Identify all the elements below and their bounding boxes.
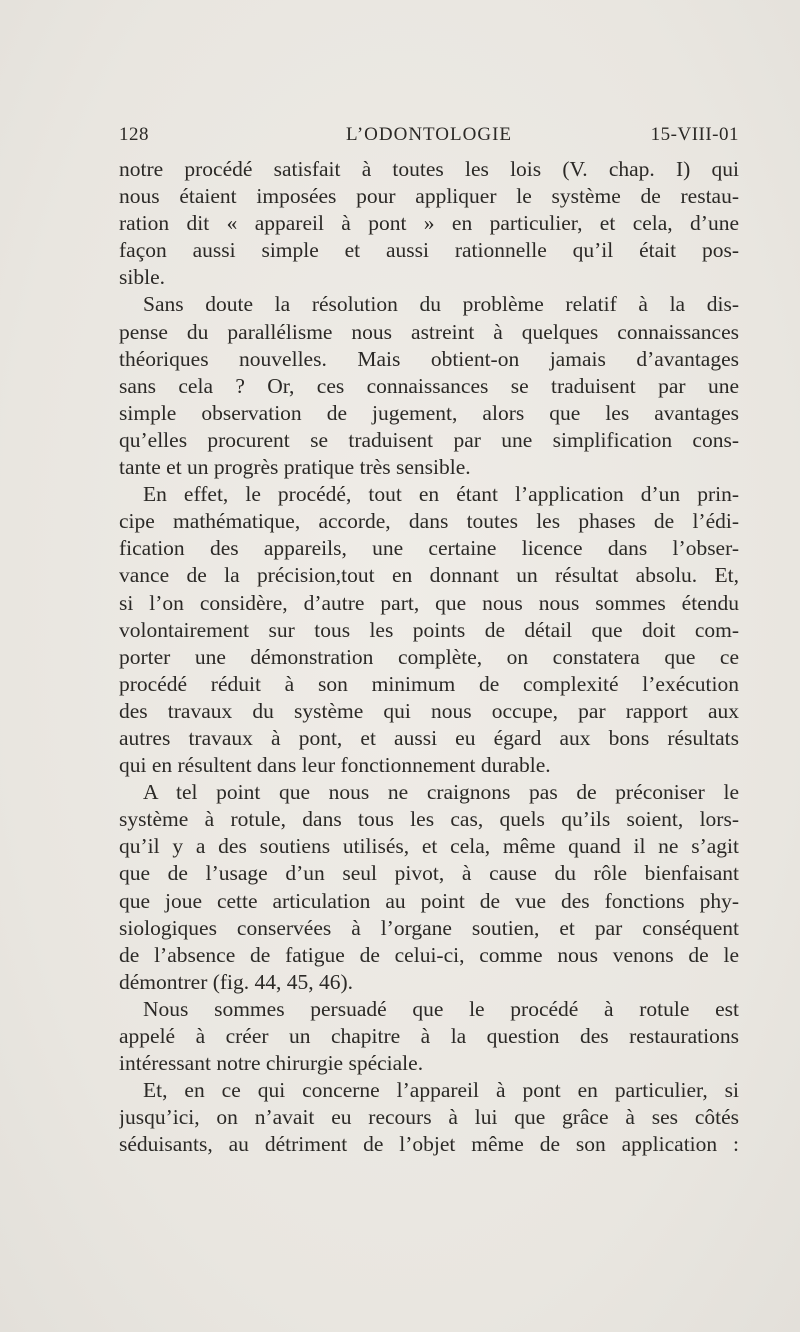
text-line: que joue cette articulation au point de vue des fonctions phy- (119, 888, 739, 913)
text-line: démontrer (fig. 44, 45, 46). (119, 969, 354, 994)
running-header (119, 124, 739, 148)
text-line: intéressant notre chirurgie spéciale. (119, 1051, 424, 1076)
text-line: Sans doute la résolution du problème relatif à la dis- (143, 292, 739, 317)
text-line: En effet, le procédé, tout en étant l’application d’un prin- (143, 482, 739, 507)
text-line: autres travaux à pont, et aussi eu égard aux bons résultats (119, 725, 739, 750)
text-line: tante et un progrès pratique très sensible. (119, 455, 471, 480)
text-line: nous étaient imposées pour appliquer le système de restau- (119, 184, 739, 209)
text-line: Et, en ce qui concerne l’appareil à pont en particulier, si (143, 1078, 739, 1103)
text-line: siologiques conservées à l’organe soutien, et par conséquent (119, 915, 739, 940)
text-line: Nous sommes persuadé que le procédé à rotule est (143, 996, 739, 1021)
text-line: sible. (119, 265, 165, 290)
body-text (119, 156, 739, 1158)
text-line: qu’elles procurent se traduisent par une simplification cons- (119, 427, 739, 452)
text-line: ration dit « appareil à pont » en particulier, et cela, d’une (119, 211, 739, 236)
text-line: jusqu’ici, on n’avait eu recours à lui que grâce à ses côtés (119, 1105, 739, 1130)
text-line: pense du parallélisme nous astreint à quelques connaissances (119, 319, 739, 344)
text-line: façon aussi simple et aussi rationnelle qu’il était pos- (119, 238, 739, 263)
page-number: 128 (119, 124, 149, 145)
text-line: de l’absence de fatigue de celui-ci, comme nous venons de le (119, 942, 739, 967)
text-line: volontairement sur tous les points de détail que doit com- (119, 617, 739, 642)
text-line: séduisants, au détriment de l’objet même de son application : (119, 1132, 739, 1157)
text-line: appelé à créer un chapitre à la question des restaurations (119, 1024, 739, 1048)
text-line: porter une démonstration complète, on constatera que ce (119, 644, 739, 669)
text-line: système à rotule, dans tous les cas, quels qu’ils soient, lors- (119, 807, 739, 832)
text-line: simple observation de jugement, alors que les avantages (119, 400, 739, 425)
text-line: si l’on considère, d’autre part, que nous nous sommes étendu (119, 590, 739, 615)
text-line: cipe mathématique, accorde, dans toutes les phases de l’édi- (119, 509, 739, 534)
text-line: qui en résultent dans leur fonctionnement durable. (119, 753, 551, 778)
text-line: qu’il y a des soutiens utilisés, et cela, même quand il ne s’agit (119, 834, 739, 859)
text-line: procédé réduit à son minimum de complexité l’exécution (119, 671, 739, 696)
text-line: A tel point que nous ne craignons pas de préconiser le (143, 780, 739, 805)
text-line: théoriques nouvelles. Mais obtient-on jamais d’avantages (119, 346, 739, 371)
text-line: fication des appareils, une certaine licence dans l’obser- (119, 536, 739, 561)
text-line: notre procédé satisfait à toutes les lois (V. chap. I) qui (119, 157, 739, 181)
text-line: vance de la précision,tout en donnant un résultat absolu. Et, (119, 563, 739, 588)
issue-date: 15-VIII-01 (650, 124, 739, 145)
text-line: que de l’usage d’un seul pivot, à cause du rôle bienfaisant (119, 861, 739, 886)
text-line: sans cela ? Or, ces connaissances se traduisent par une (119, 373, 739, 398)
journal-title: L’ODONTOLOGIE (345, 124, 513, 145)
text-line: des travaux du système qui nous occupe, par rapport aux (119, 698, 739, 723)
